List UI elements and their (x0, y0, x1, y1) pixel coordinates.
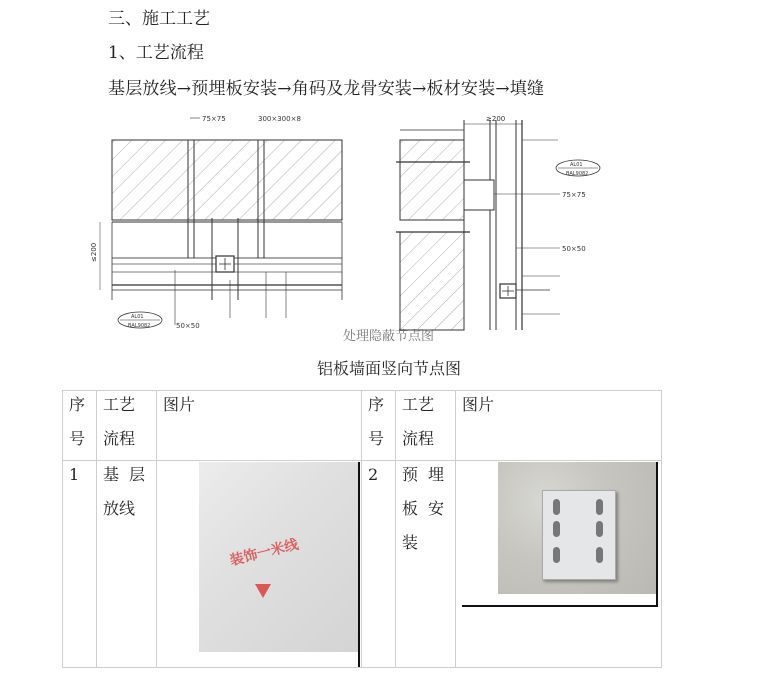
plate-slot (553, 547, 560, 563)
right-section-drawing (396, 115, 600, 330)
table-col-line (661, 390, 662, 668)
header-process-bottom-2: 流程 (402, 429, 435, 448)
photo2-edge-right (656, 462, 658, 607)
header-image-2: 图片 (462, 395, 495, 414)
overlap-text: 处理隐蔽节点图 (343, 329, 435, 344)
baseline-marking-photo (199, 462, 359, 652)
right-label-50: 50×50 (562, 245, 586, 253)
header-seq-top-2: 序 (368, 395, 385, 414)
header-process-bottom: 流程 (103, 429, 136, 448)
left-label-300: 300×300×8 (258, 115, 301, 123)
row2-process-line3: 装 (402, 533, 419, 552)
row1-process-line2: 放线 (103, 499, 136, 518)
photo1-edge (358, 462, 360, 667)
table-col-line (361, 390, 362, 668)
header-seq-bottom-2: 号 (368, 429, 385, 448)
table-col-line (455, 390, 456, 668)
header-process-top: 工艺 (103, 395, 136, 414)
row2-seq: 2 (368, 465, 379, 484)
right-dim-top: ≥200 (486, 115, 506, 123)
embedded-plate (542, 490, 616, 580)
table-col-line (96, 390, 97, 668)
left-section-drawing (90, 115, 342, 330)
left-tag-bottom: BAL9082 (128, 323, 151, 329)
row1-seq: 1 (69, 465, 80, 484)
left-label-75: 75×75 (202, 115, 226, 123)
row2-process-line1: 预埋 (402, 465, 455, 484)
left-label-50: 50×50 (176, 322, 200, 330)
table-border-top (62, 390, 662, 391)
right-tag-top: AL01 (570, 162, 583, 168)
subsection-title: 1、工艺流程 (108, 43, 204, 63)
drawing-caption: 铝板墙面竖向节点图 (317, 359, 462, 378)
plate-slot (553, 521, 560, 537)
photo2-edge-bottom (462, 605, 658, 607)
plate-slot (553, 499, 560, 515)
table-border-bottom (62, 667, 662, 668)
row1-process-line1: 基层 (103, 465, 156, 484)
section-title: 三、施工工艺 (108, 9, 210, 29)
right-tag-bottom: BAL9082 (566, 171, 589, 177)
plate-slot (596, 499, 603, 515)
photo-mark-text: 装饰一米线 (228, 536, 301, 570)
left-dim-vertical: ≤200 (90, 242, 98, 262)
header-seq-top: 序 (69, 395, 86, 414)
embedded-plate-photo (498, 462, 658, 594)
red-triangle-icon (255, 584, 271, 598)
header-seq-bottom: 号 (69, 429, 86, 448)
left-tag-top: AL01 (131, 314, 144, 320)
header-process-top-2: 工艺 (402, 395, 435, 414)
header-image: 图片 (163, 395, 196, 414)
table-col-line (395, 390, 396, 668)
row2-process-line2: 板安 (402, 499, 455, 518)
right-label-75: 75×75 (562, 191, 586, 199)
plate-slot (596, 521, 603, 537)
plate-slot (596, 547, 603, 563)
table-col-line (62, 390, 63, 668)
process-flow: 基层放线→预埋板安装→角码及龙骨安装→板材安装→填缝 (108, 79, 545, 99)
table-col-line (156, 390, 157, 668)
